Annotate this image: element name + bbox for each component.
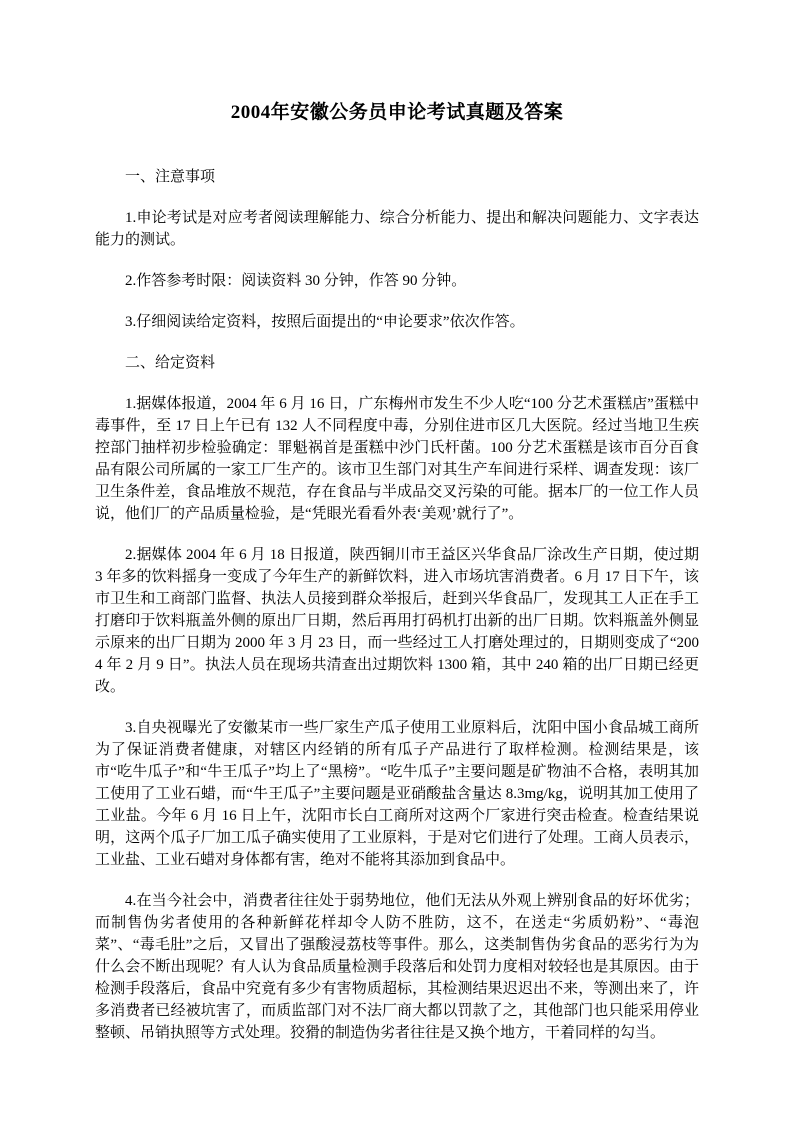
material-paragraph-2: 2.据媒体 2004 年 6 月 18 日报道，陕西铜川市王益区兴华食品厂涂改生产日期，使过期 3 年多的饮料摇身一变成了今年生产的新鲜饮料，进入市场坑害消费者。6 月 17 日下午，该市卫生和工商部门监督、执法人员接到群众举报后，赶到兴华食品厂，发现其工人正在手工打磨印于饮料瓶盖外侧的原出厂日期，然后再用打码机打出新的出厂日期。饮料瓶盖外侧显示原来的出厂日期为 2000 年 3 月 23 日，而一些经过工人打磨处理过的，日期则变成了“2004 年 2 月 9 日”。执法人员在现场共清查出过期饮料 1300 箱，其中 240 箱的出厂日期已经更改。	[95, 547, 699, 695]
section-heading-notes: 一、注意事项	[125, 169, 216, 185]
note-item-2: 2.作答参考时限：阅读资料 30 分钟，作答 90 分钟。	[125, 273, 467, 289]
document-title: 2004年安徽公务员申论考试真题及答案	[230, 102, 564, 123]
material-paragraph-3: 3.自央视曝光了安徽某市一些厂家生产瓜子使用工业原料后，沈阳中国小食品城工商所为了保证消费者健康，对辖区内经销的所有瓜子产品进行了取样检测。检测结果是，该市“吃牛瓜子”和“牛王瓜子”均上了“黑榜”。“吃牛瓜子”主要问题是矿物油不合格，表明其加工使用了工业石蜡，而“牛王瓜子”主要问题是亚硝酸盐含量达 8.3mg/kg，说明其加工使用了工业盐。今年 6 月 16 日上午，沈阳市长白工商所对这两个厂家进行突击检查。检查结果说明，这两个瓜子厂加工瓜子确实使用了工业原料，于是对它们进行了处理。工商人员表示，工业盐、工业石蜡对身体都有害，绝对不能将其添加到食品中。	[95, 720, 699, 868]
material-paragraph-1: 1.据媒体报道，2004 年 6 月 16 日，广东梅州市发生不少人吃“100 分艺术蛋糕店”蛋糕中毒事件，至 17 日上午已有 132 人不同程度中毒，分别住进市区几大医院。经过当地卫生疾控部门抽样初步检验确定：罪魁祸首是蛋糕中沙门氏杆菌。100 分艺术蛋糕是该市百分百食品有限公司所属的一家工厂生产的。该市卫生部门对其生产车间进行采样、调查发现：该厂卫生条件差，食品堆放不规范，存在食品与半成品交叉污染的可能。据本厂的一位工作人员说，他们厂的产品质量检验，是“凭眼光看看外表‘美观’就行了”。	[95, 396, 699, 522]
section-heading-materials: 二、给定资料	[125, 355, 216, 371]
note-item-3: 3.仔细阅读给定资料，按照后面提出的“申论要求”依次作答。	[125, 314, 525, 330]
material-paragraph-4: 4.在当今社会中，消费者往往处于弱势地位，他们无法从外观上辨别食品的好坏优劣；而制售伪劣者使用的各种新鲜花样却令人防不胜防，这不，在送走“劣质奶粉”、“毒泡菜”、“毒毛肚”之后，又冒出了强酸浸荔枝等事件。那么，这类制售伪劣食品的恶劣行为为什么会不断出现呢？有人认为食品质量检测手段落后和处罚力度相对较轻也是其原因。由于检测手段落后，食品中究竟有多少有害物质超标，其检测结果迟迟出不来，等测出来了，许多消费者已经被坑害了，而质监部门对不法厂商大都以罚款了之，其他部门也只能采用停业整顿、吊销执照等方式处理。狡猾的制造伪劣者往往是又换个地方，干着同样的勾当。	[95, 893, 699, 1041]
note-item-1: 1.申论考试是对应考者阅读理解能力、综合分析能力、提出和解决问题能力、文字表达能力的测试。	[95, 210, 699, 248]
